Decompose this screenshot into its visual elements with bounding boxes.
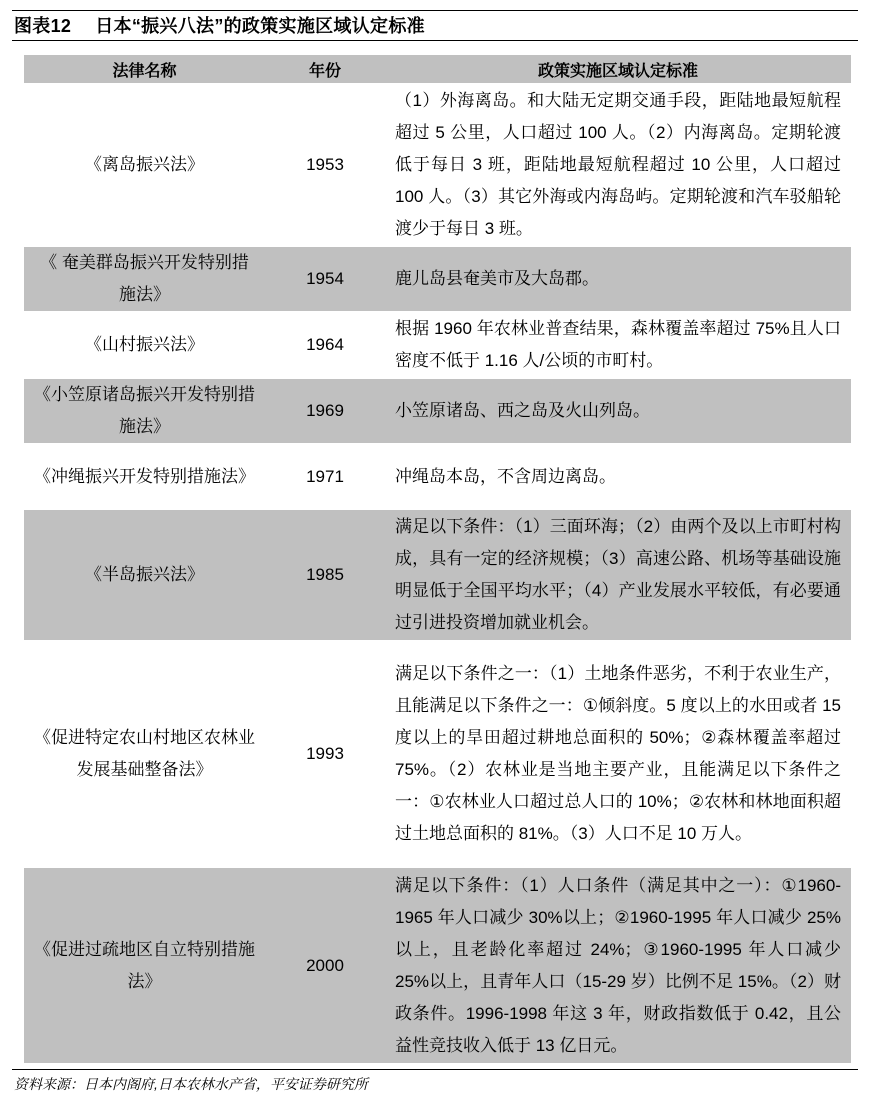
criteria-cell: （1）外海离岛。和大陆无定期交通手段，距陆地最短航程超过 5 公里，人口超过 100 人。（2）内海离岛。定期轮渡低于每日 3 班，距陆地最短航程超过 10 公里，人口超过 100 人。（3）其它外海或内海岛屿。定期轮渡和汽车驳船轮渡少于每日 3 班。 [395, 91, 841, 238]
header-law-name: 法律名称 [24, 55, 265, 83]
law-name-cell: 《 奄美群岛振兴开发特别措施法》 [24, 247, 265, 311]
year-cell: 1964 [306, 335, 344, 354]
criteria-cell: 根据 1960 年农林业普查结果，森林覆盖率超过 75%且人口密度不低于 1.16 人/公顷的市町村。 [395, 319, 841, 370]
criteria-cell: 冲绳岛本岛，不含周边离岛。 [395, 466, 616, 486]
table-row [24, 379, 851, 443]
criteria-cell: 满足以下条件之一：（1）土地条件恶劣，不利于农业生产，且能满足以下条件之一：①倾斜度。5 度以上的水田或者 15 度以上的旱田超过耕地总面积的 50%；②森林覆盖率超过 75%。（2）农林业是当地主要产业，且能满足以下条件之一：①农林业人口超过总人口的 10%；②农林和林地面积超过土地总面积的 81%。（3）人口不足 10 万人。 [395, 664, 841, 843]
law-name-cell: 《冲绳振兴开发特别措施法》 [34, 466, 255, 486]
source-note: 资料来源：日本内阁府,日本农林水产省，平安证券研究所 [14, 1076, 368, 1092]
table-row [24, 445, 851, 508]
year-cell: 1985 [265, 510, 385, 640]
title-top-rule [12, 10, 858, 11]
figure-label: 图表12 [14, 16, 72, 36]
table-row [24, 642, 851, 866]
criteria-cell: 鹿儿岛县奄美市及大岛郡。 [385, 247, 851, 311]
year-cell: 1954 [265, 247, 385, 311]
figure-title-text: 日本“振兴八法”的政策实施区域认定标准 [95, 16, 425, 36]
criteria-cell: 小笠原诸岛、西之岛及火山列岛。 [385, 379, 851, 443]
law-name-cell: 《促进过疏地区自立特别措施法》 [24, 868, 265, 1063]
source-rule [12, 1069, 858, 1070]
table-header-row [24, 55, 851, 83]
law-name-cell: 《山村振兴法》 [85, 335, 204, 354]
header-criteria: 政策实施区域认定标准 [385, 55, 851, 83]
year-cell: 1953 [306, 155, 344, 174]
table-row [24, 510, 851, 640]
year-cell: 1971 [306, 466, 344, 486]
title-bottom-rule [12, 40, 858, 41]
table-row [24, 868, 851, 1063]
criteria-cell: 满足以下条件：（1）人口条件（满足其中之一）：①1960-1965 年人口减少 30%以上；②1960-1995 年人口减少 25%以上，且老龄化率超过 24%；③1960-1995 年人口减少 25%以上，且青年人口（15-29 岁）比例不足 15%。（2）财政条件。1996-1998 年这 3 年，财政指数低于 0.42，且公益性竞技收入低于 13 亿日元。 [385, 868, 851, 1063]
year-cell: 1969 [265, 379, 385, 443]
table-row [24, 313, 851, 377]
criteria-cell: 满足以下条件：（1）三面环海；（2）由两个及以上市町村构成，具有一定的经济规模；（3）高速公路、机场等基础设施明显低于全国平均水平；（4）产业发展水平较低，有必要通过引进投资增加就业机会。 [385, 510, 851, 640]
law-name-cell: 《半岛振兴法》 [24, 510, 265, 640]
year-cell: 1993 [306, 744, 344, 763]
table-row [24, 85, 851, 245]
table-row [24, 247, 851, 311]
law-name-cell: 《小笠原诸岛振兴开发特别措施法》 [24, 379, 265, 443]
year-cell: 2000 [265, 868, 385, 1063]
law-name-cell: 《离岛振兴法》 [85, 155, 204, 174]
header-year: 年份 [265, 55, 385, 83]
law-name-cell: 《促进特定农山村地区农林业发展基础整备法》 [34, 728, 255, 779]
policy-table [24, 53, 851, 1065]
figure-title [14, 12, 425, 38]
